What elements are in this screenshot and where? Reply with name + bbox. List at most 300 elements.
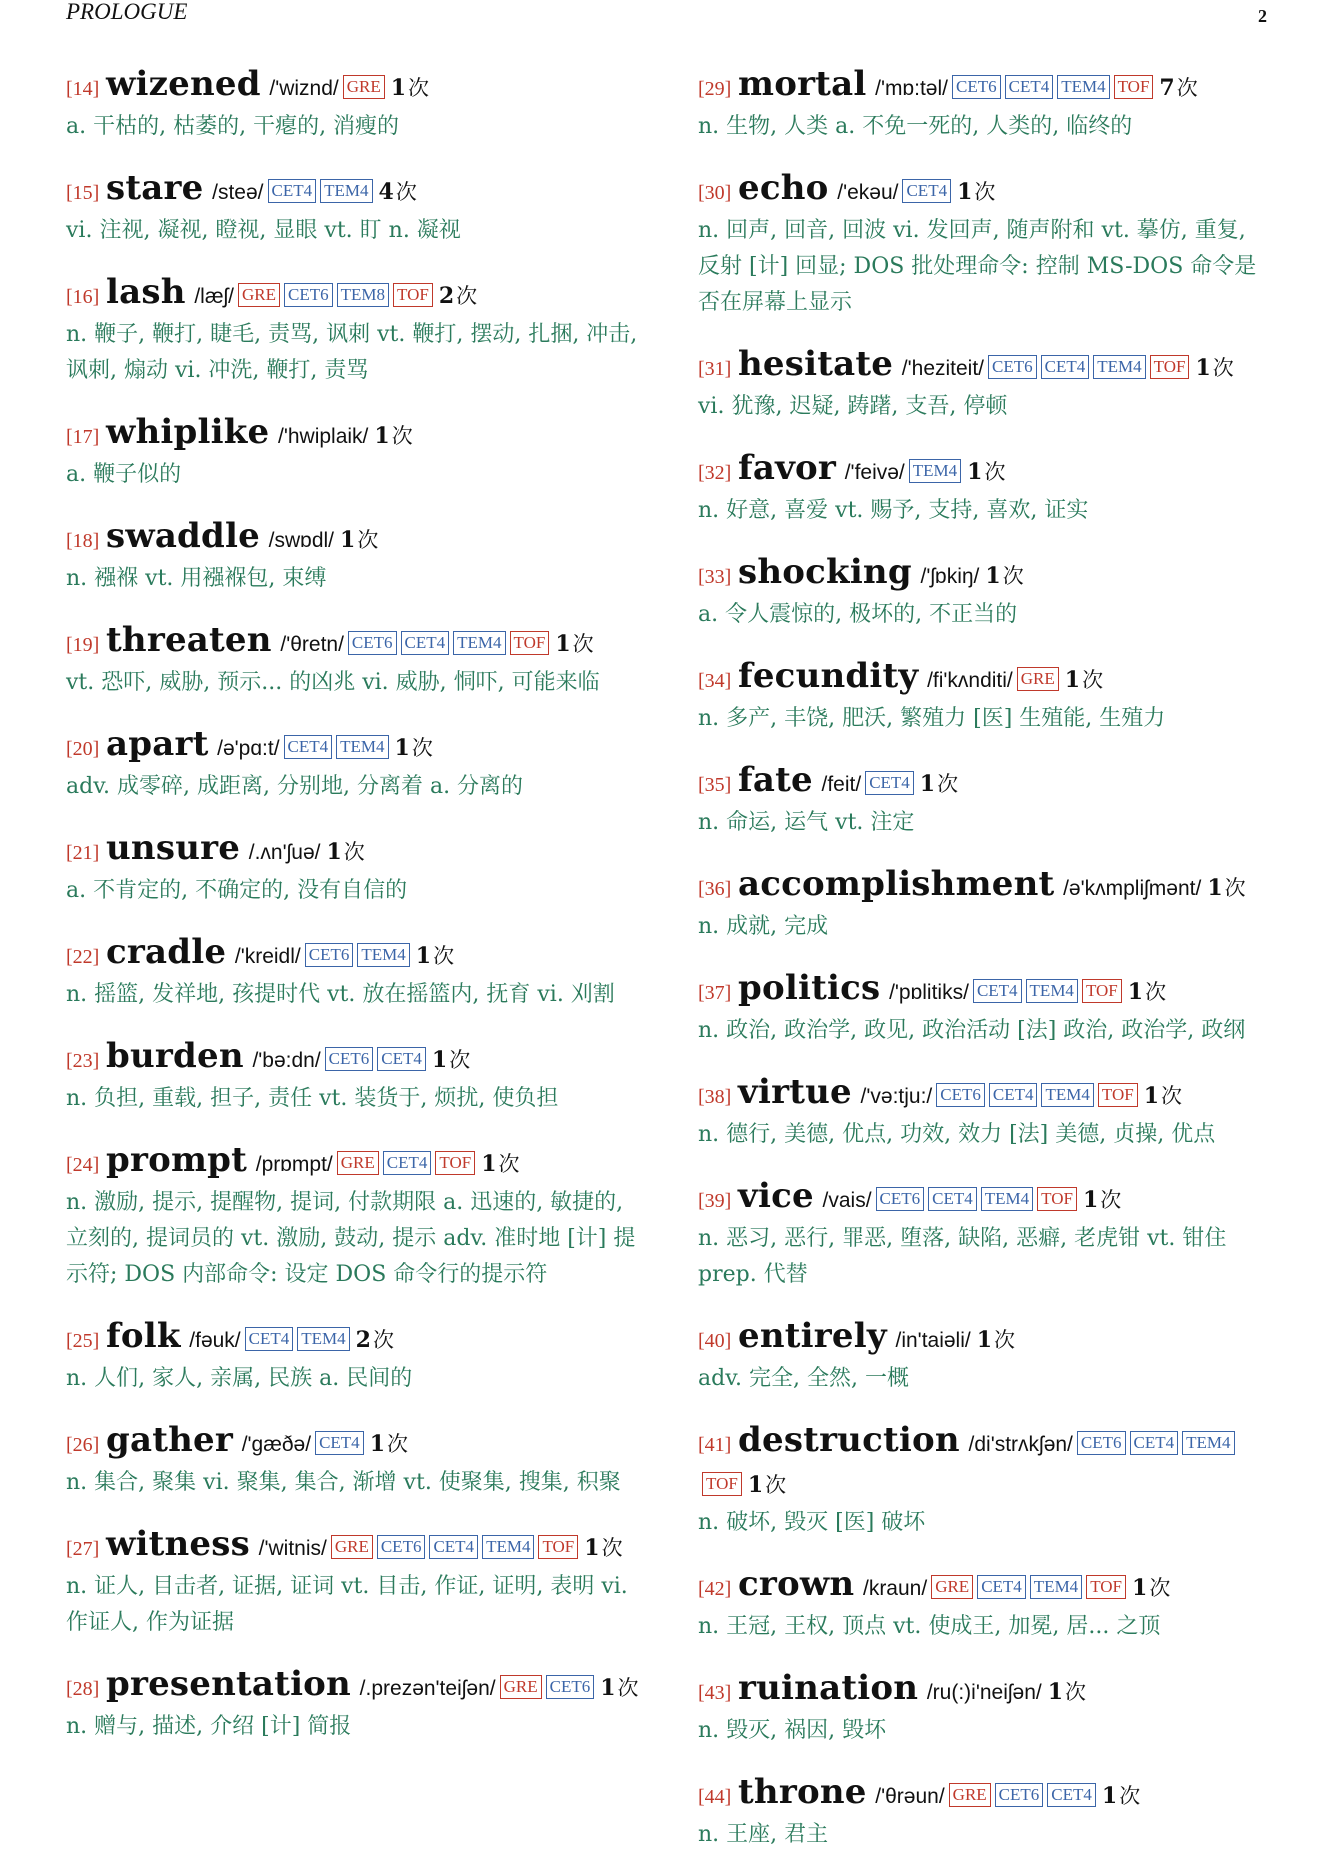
exam-tag: CET4	[383, 1151, 432, 1175]
exam-tag: CET6	[348, 631, 397, 655]
headword: accomplishment	[738, 864, 1055, 904]
occurrence-count: 1	[1132, 1575, 1148, 1601]
occurrence-count: 1	[1047, 1679, 1064, 1705]
headword: favor	[738, 448, 837, 488]
count-unit: 次	[372, 1328, 394, 1352]
definition: n. 鞭子, 鞭打, 睫毛, 责骂, 讽刺 vt. 鞭打, 摆动, 扎捆, 冲击, 讽刺, 煽动 vi. 冲洗, 鞭打, 责骂	[66, 322, 638, 383]
count-unit: 次	[1161, 1084, 1182, 1108]
exam-tag: CET6	[952, 75, 1001, 99]
entry-headline	[698, 1668, 1272, 1713]
count-unit: 次	[765, 1473, 787, 1497]
definition: n. 恶习, 恶行, 罪恶, 堕落, 缺陷, 恶癖, 老虎钳 vt. 钳住 prep. 代替	[698, 1226, 1227, 1287]
headword: entirely	[738, 1316, 887, 1356]
exam-tag: CET6	[284, 283, 333, 307]
entry-number: [28]	[66, 1678, 100, 1700]
exam-tag: CET4	[315, 1431, 364, 1455]
occurrence-count: 4	[378, 179, 394, 205]
exam-tag: TEM4	[981, 1187, 1033, 1211]
occurrence-count: 1	[919, 771, 936, 797]
count-unit: 次	[391, 424, 413, 448]
count-unit: 次	[1212, 356, 1234, 380]
definition: n. 证人, 目击者, 证据, 证词 vt. 目击, 作证, 证明, 表明 vi. 作证人, 作为证据	[66, 1574, 628, 1635]
exam-tag: TEM4	[482, 1535, 534, 1559]
count-unit: 次	[937, 772, 959, 796]
running-header	[66, 0, 1267, 26]
count-unit: 次	[456, 284, 478, 308]
exam-tag: GRE	[238, 283, 280, 307]
entry-number: [27]	[66, 1538, 100, 1560]
count-unit: 次	[498, 1152, 520, 1176]
exam-tag: CET4	[973, 979, 1022, 1003]
count-unit: 次	[974, 180, 996, 204]
entry-headline	[698, 168, 1272, 213]
exam-tag: GRE	[949, 1783, 991, 1807]
exam-tag: TOF	[393, 283, 433, 307]
entry-number: [42]	[698, 1578, 732, 1600]
vocab-entry	[66, 168, 648, 249]
entry-headline	[698, 760, 1272, 805]
definition: n. 破坏, 毁灭 [医] 破坏	[698, 1510, 926, 1535]
vocab-entry	[66, 1420, 648, 1501]
entry-headline	[698, 656, 1272, 701]
phonetic: /steə/	[212, 181, 264, 204]
vocab-entry	[698, 552, 1272, 633]
headword: folk	[106, 1316, 181, 1356]
entry-number: [35]	[698, 774, 732, 796]
vocab-entry	[66, 272, 648, 389]
phonetic: /fi'kʌnditi/	[927, 669, 1013, 692]
headword: virtue	[738, 1072, 852, 1112]
headword: crown	[738, 1564, 855, 1604]
exam-tag: CET4	[245, 1327, 294, 1351]
exam-tag: GRE	[931, 1575, 973, 1599]
exam-tag: CET6	[305, 943, 354, 967]
count-unit: 次	[994, 1328, 1016, 1352]
entry-headline	[698, 1176, 1272, 1221]
definition: n. 王座, 君主	[698, 1822, 829, 1847]
exam-tag: CET4	[1041, 355, 1090, 379]
vocab-entry	[66, 1664, 648, 1745]
vocab-entry	[698, 1072, 1272, 1153]
entry-number: [34]	[698, 670, 732, 692]
count-unit: 次	[601, 1536, 623, 1560]
definition: vi. 注视, 凝视, 瞪视, 显眼 vt. 盯 n. 凝视	[66, 218, 461, 243]
headword: destruction	[738, 1420, 960, 1460]
exam-tag: TEM4	[1093, 355, 1145, 379]
exam-tag: CET4	[865, 771, 914, 795]
vocab-entry	[66, 1524, 648, 1641]
phonetic: /'θretn/	[280, 633, 344, 656]
entry-headline	[698, 64, 1272, 109]
exam-tag: GRE	[500, 1675, 542, 1699]
vocab-entry	[66, 64, 648, 145]
occurrence-count: 1	[431, 1047, 448, 1073]
entry-number: [26]	[66, 1434, 100, 1456]
entry-number: [31]	[698, 358, 732, 380]
vocab-entry	[66, 724, 648, 805]
phonetic: /'wiznd/	[269, 77, 339, 100]
vocab-entry	[66, 620, 648, 701]
phonetic: /in'taiəli/	[895, 1329, 971, 1352]
entry-number: [41]	[698, 1434, 732, 1456]
phonetic: /'gæðə/	[241, 1433, 312, 1456]
exam-tag: CET6	[988, 355, 1037, 379]
exam-tag: TOF	[1086, 1575, 1126, 1599]
exam-tag: CET4	[377, 1047, 426, 1071]
occurrence-count: 1	[390, 75, 407, 101]
headword: swaddle	[106, 516, 260, 556]
definition: n. 生物, 人类 a. 不免一死的, 人类的, 临终的	[698, 114, 1133, 139]
headword: gather	[106, 1420, 233, 1460]
headword: prompt	[106, 1140, 248, 1180]
definition: adv. 完全, 全然, 一概	[698, 1366, 909, 1391]
entry-number: [36]	[698, 878, 732, 900]
occurrence-count: 1	[1143, 1083, 1159, 1109]
occurrence-count: 1	[976, 1327, 993, 1353]
exam-tag: TOF	[1098, 1083, 1138, 1107]
entry-headline	[66, 516, 648, 561]
headword: fate	[738, 760, 813, 800]
definition: n. 襁褓 vt. 用襁褓包, 束缚	[66, 566, 327, 591]
entry-headline	[66, 272, 648, 317]
phonetic: /ə'kʌmpliʃmənt/	[1063, 877, 1202, 900]
exam-tag: TOF	[538, 1535, 578, 1559]
entry-headline	[66, 932, 648, 977]
definition: n. 毁灭, 祸因, 毁坏	[698, 1718, 887, 1743]
exam-tag: TEM4	[1041, 1083, 1093, 1107]
vocab-entry	[698, 656, 1272, 737]
count-unit: 次	[357, 528, 379, 552]
entry-headline	[698, 1772, 1272, 1817]
definition: vt. 恐吓, 威胁, 预示... 的凶兆 vi. 威胁, 恫吓, 可能来临	[66, 670, 600, 695]
occurrence-count: 2	[355, 1327, 371, 1353]
occurrence-count: 1	[747, 1472, 764, 1498]
entry-number: [43]	[698, 1682, 732, 1704]
definition: n. 赠与, 描述, 介绍 [计] 简报	[66, 1714, 352, 1739]
exam-tag: CET4	[977, 1575, 1026, 1599]
entry-number: [40]	[698, 1330, 732, 1352]
vocab-entry	[66, 932, 648, 1013]
exam-tag: TOF	[702, 1472, 742, 1496]
headword: fecundity	[738, 656, 919, 696]
vocab-entry	[66, 828, 648, 909]
exam-tag: TEM4	[357, 943, 409, 967]
entry-number: [14]	[66, 78, 100, 100]
definition: n. 激励, 提示, 提醒物, 提词, 付款期限 a. 迅速的, 敏捷的, 立刻的, 提词员的 vt. 激励, 鼓动, 提示 adv. 准时地 [计] 提示符; DOS 内部命令: 设定 DOS 命令行的提示符	[66, 1190, 636, 1287]
entry-headline	[698, 1072, 1272, 1117]
entry-headline	[66, 168, 648, 213]
vocab-entry	[698, 1668, 1272, 1749]
exam-tag: GRE	[1017, 667, 1059, 691]
exam-tag: GRE	[337, 1151, 379, 1175]
count-unit: 次	[408, 76, 430, 100]
phonetic: /fəuk/	[189, 1329, 241, 1352]
vocab-entry	[66, 1316, 648, 1397]
entry-headline	[66, 64, 648, 109]
headword: unsure	[106, 828, 241, 868]
phonetic: /'feivə/	[844, 461, 905, 484]
count-unit: 次	[411, 736, 433, 760]
entry-headline	[66, 1524, 648, 1569]
phonetic: /'ekəu/	[837, 181, 899, 204]
headword: ruination	[738, 1668, 919, 1708]
exam-tag: CET6	[546, 1675, 595, 1699]
entry-headline	[698, 1420, 1272, 1505]
entry-number: [39]	[698, 1190, 732, 1212]
count-unit: 次	[1145, 980, 1167, 1004]
headword: shocking	[738, 552, 912, 592]
exam-tag: CET4	[1005, 75, 1054, 99]
exam-tag: TOF	[435, 1151, 475, 1175]
headword: presentation	[106, 1664, 351, 1704]
running-title: PROLOGUE	[66, 0, 188, 24]
count-unit: 次	[343, 840, 365, 864]
definition: n. 德行, 美德, 优点, 功效, 效力 [法] 美德, 贞操, 优点	[698, 1122, 1216, 1147]
phonetic: /læʃ/	[194, 285, 234, 308]
exam-tag: CET6	[1077, 1431, 1126, 1455]
headword: lash	[106, 272, 186, 312]
definition: a. 不肯定的, 不确定的, 没有自信的	[66, 878, 408, 903]
entry-number: [21]	[66, 842, 100, 864]
exam-tag: CET4	[401, 631, 450, 655]
definition: a. 干枯的, 枯萎的, 干瘪的, 消瘦的	[66, 114, 400, 139]
exam-tag: GRE	[343, 75, 385, 99]
definition: n. 好意, 喜爱 vt. 赐予, 支持, 喜欢, 证实	[698, 498, 1089, 523]
exam-tag: CET4	[284, 735, 333, 759]
entry-headline	[698, 552, 1272, 597]
page-number: 2	[1258, 6, 1267, 26]
count-unit: 次	[1002, 564, 1024, 588]
exam-tag: CET4	[902, 179, 951, 203]
definition: n. 王冠, 王权, 顶点 vt. 使成王, 加冕, 居... 之顶	[698, 1614, 1161, 1639]
occurrence-count: 1	[967, 459, 983, 485]
headword: echo	[738, 168, 829, 208]
vocab-entry	[698, 760, 1272, 841]
count-unit: 次	[1149, 1576, 1171, 1600]
occurrence-count: 1	[957, 179, 973, 205]
definition: n. 人们, 家人, 亲属, 民族 a. 民间的	[66, 1366, 413, 1391]
entry-number: [32]	[698, 462, 732, 484]
phonetic: /'hwiplaik/	[278, 425, 369, 448]
phonetic: /'ʃɒkiŋ/	[920, 565, 980, 588]
occurrence-count: 1	[326, 839, 342, 865]
count-unit: 次	[1082, 668, 1104, 692]
count-unit: 次	[395, 180, 417, 204]
entry-headline	[66, 1036, 648, 1081]
occurrence-count: 1	[1207, 875, 1223, 901]
occurrence-count: 1	[1082, 1187, 1099, 1213]
entry-headline	[698, 448, 1272, 493]
vocab-entry	[698, 448, 1272, 529]
exam-tag: CET4	[268, 179, 317, 203]
exam-tag: TOF	[1150, 355, 1190, 379]
phonetic: /'və:tju:/	[860, 1085, 933, 1108]
entry-headline	[66, 724, 648, 769]
vocab-entry	[66, 1036, 648, 1117]
exam-tag: TOF	[1082, 979, 1122, 1003]
headword: threaten	[106, 620, 272, 660]
headword: cradle	[106, 932, 227, 972]
phonetic: /.prezən'teiʃən/	[359, 1677, 496, 1700]
phonetic: /'pɒlitiks/	[889, 981, 969, 1004]
occurrence-count: 1	[985, 563, 1001, 589]
count-unit: 次	[617, 1676, 639, 1700]
phonetic: /'mɒ:təl/	[875, 77, 948, 100]
definition: n. 负担, 重载, 担子, 责任 vt. 装货于, 烦扰, 使负担	[66, 1086, 559, 1111]
occurrence-count: 1	[600, 1675, 616, 1701]
headword: throne	[738, 1772, 867, 1812]
occurrence-count: 7	[1159, 75, 1175, 101]
entry-headline	[66, 620, 648, 665]
occurrence-count: 1	[555, 631, 571, 657]
vocab-entry	[698, 1772, 1272, 1853]
headword: mortal	[738, 64, 867, 104]
headword: apart	[106, 724, 209, 764]
headword: burden	[106, 1036, 244, 1076]
entry-number: [37]	[698, 982, 732, 1004]
vocab-entry	[66, 1140, 648, 1293]
definition: a. 令人震惊的, 极坏的, 不正当的	[698, 602, 1018, 627]
entry-number: [18]	[66, 530, 100, 552]
entry-headline	[698, 864, 1272, 909]
occurrence-count: 1	[374, 423, 390, 449]
entry-headline	[66, 828, 648, 873]
exam-tag: TEM4	[336, 735, 388, 759]
exam-tag: TEM4	[1030, 1575, 1082, 1599]
exam-tag: TEM4	[1026, 979, 1078, 1003]
vocab-entry	[698, 1564, 1272, 1645]
occurrence-count: 1	[394, 735, 410, 761]
entry-headline	[66, 1664, 648, 1709]
vocab-entry	[698, 344, 1272, 425]
definition: adv. 成零碎, 成距离, 分别地, 分离着 a. 分离的	[66, 774, 524, 799]
phonetic: /prɒmpt/	[255, 1153, 333, 1176]
entry-number: [17]	[66, 426, 100, 448]
exam-tag: TEM4	[453, 631, 505, 655]
occurrence-count: 1	[584, 1535, 600, 1561]
definition: n. 回声, 回音, 回波 vi. 发回声, 随声附和 vt. 摹仿, 重复, 反射 [计] 回显; DOS 批处理命令: 控制 MS-DOS 命令是否在屏幕上显示	[698, 218, 1257, 315]
count-unit: 次	[1100, 1188, 1122, 1212]
phonetic: /'kreidl/	[234, 945, 301, 968]
exam-tag: CET4	[1130, 1431, 1179, 1455]
vocab-entry	[66, 516, 648, 597]
exam-tag: TOF	[1114, 75, 1154, 99]
count-unit: 次	[572, 632, 594, 656]
headword: wizened	[106, 64, 261, 104]
right-column	[698, 64, 1272, 1876]
count-unit: 次	[1224, 876, 1246, 900]
exam-tag: CET4	[989, 1083, 1038, 1107]
entry-headline	[698, 1564, 1272, 1609]
exam-tag: CET4	[928, 1187, 977, 1211]
vocab-entry	[698, 168, 1272, 321]
exam-tag: CET4	[429, 1535, 478, 1559]
phonetic: /'θrəun/	[875, 1785, 945, 1808]
exam-tag: GRE	[331, 1535, 373, 1559]
phonetic: /'heziteit/	[901, 357, 985, 380]
phonetic: /kraun/	[862, 1577, 928, 1600]
entry-number: [24]	[66, 1154, 100, 1176]
exam-tag: CET4	[1047, 1783, 1096, 1807]
definition: n. 集合, 聚集 vi. 聚集, 集合, 渐增 vt. 使聚集, 搜集, 积聚	[66, 1470, 621, 1495]
phonetic: /di'strʌkʃən/	[968, 1433, 1073, 1456]
count-unit: 次	[1176, 76, 1198, 100]
definition: n. 多产, 丰饶, 肥沃, 繁殖力 [医] 生殖能, 生殖力	[698, 706, 1166, 731]
occurrence-count: 1	[340, 527, 356, 553]
occurrence-count: 1	[481, 1151, 497, 1177]
occurrence-count: 1	[415, 943, 432, 969]
headword: stare	[106, 168, 204, 208]
occurrence-count: 2	[438, 283, 455, 309]
entry-number: [33]	[698, 566, 732, 588]
definition: n. 摇篮, 发祥地, 孩提时代 vt. 放在摇篮内, 抚育 vi. 刈割	[66, 982, 615, 1007]
exam-tag: CET6	[377, 1535, 426, 1559]
count-unit: 次	[387, 1432, 408, 1456]
occurrence-count: 1	[369, 1431, 385, 1457]
headword: vice	[738, 1176, 814, 1216]
entry-headline	[698, 344, 1272, 389]
entry-headline	[698, 1316, 1272, 1361]
vocab-entry	[698, 1420, 1272, 1541]
entry-headline	[66, 1316, 648, 1361]
entry-number: [16]	[66, 286, 100, 308]
definition: vi. 犹豫, 迟疑, 踌躇, 支吾, 停顿	[698, 394, 1008, 419]
vocab-entry	[698, 64, 1272, 145]
vocab-entry	[698, 864, 1272, 945]
phonetic: /feit/	[821, 773, 862, 796]
entry-number: [15]	[66, 182, 100, 204]
exam-tag: TEM4	[1182, 1431, 1234, 1455]
headword: witness	[106, 1524, 250, 1564]
vocab-entry	[698, 968, 1272, 1049]
definition: n. 政治, 政治学, 政见, 政治活动 [法] 政治, 政治学, 政纲	[698, 1018, 1246, 1043]
entry-number: [19]	[66, 634, 100, 656]
occurrence-count: 1	[1127, 979, 1144, 1005]
occurrence-count: 1	[1195, 355, 1211, 381]
phonetic: /'witnis/	[258, 1537, 327, 1560]
entry-number: [29]	[698, 78, 732, 100]
exam-tag: TOF	[1037, 1187, 1077, 1211]
left-column	[66, 64, 648, 1768]
headword: hesitate	[738, 344, 894, 384]
entry-number: [44]	[698, 1786, 732, 1808]
vocab-entry	[698, 1316, 1272, 1397]
entry-headline	[66, 412, 648, 457]
entry-number: [23]	[66, 1050, 100, 1072]
vocab-entry	[66, 412, 648, 493]
exam-tag: CET6	[995, 1783, 1044, 1807]
count-unit: 次	[433, 944, 455, 968]
phonetic: /'bə:dn/	[252, 1049, 321, 1072]
definition: n. 成就, 完成	[698, 914, 829, 939]
phonetic: /ru(:)i'neiʃən/	[926, 1681, 1042, 1704]
exam-tag: CET6	[936, 1083, 985, 1107]
phonetic: /ə'pɑ:t/	[217, 737, 280, 760]
headword: politics	[738, 968, 881, 1008]
exam-tag: TEM4	[909, 459, 961, 483]
headword: whiplike	[106, 412, 270, 452]
definition: a. 鞭子似的	[66, 462, 182, 487]
phonetic: /vais/	[822, 1189, 872, 1212]
occurrence-count: 1	[1064, 667, 1081, 693]
phonetic: /.ʌn'ʃuə/	[248, 841, 321, 864]
count-unit: 次	[984, 460, 1006, 484]
entry-number: [20]	[66, 738, 100, 760]
entry-number: [25]	[66, 1330, 100, 1352]
vocab-entry	[698, 1176, 1272, 1293]
exam-tag: TOF	[510, 631, 550, 655]
entry-headline	[66, 1420, 648, 1465]
